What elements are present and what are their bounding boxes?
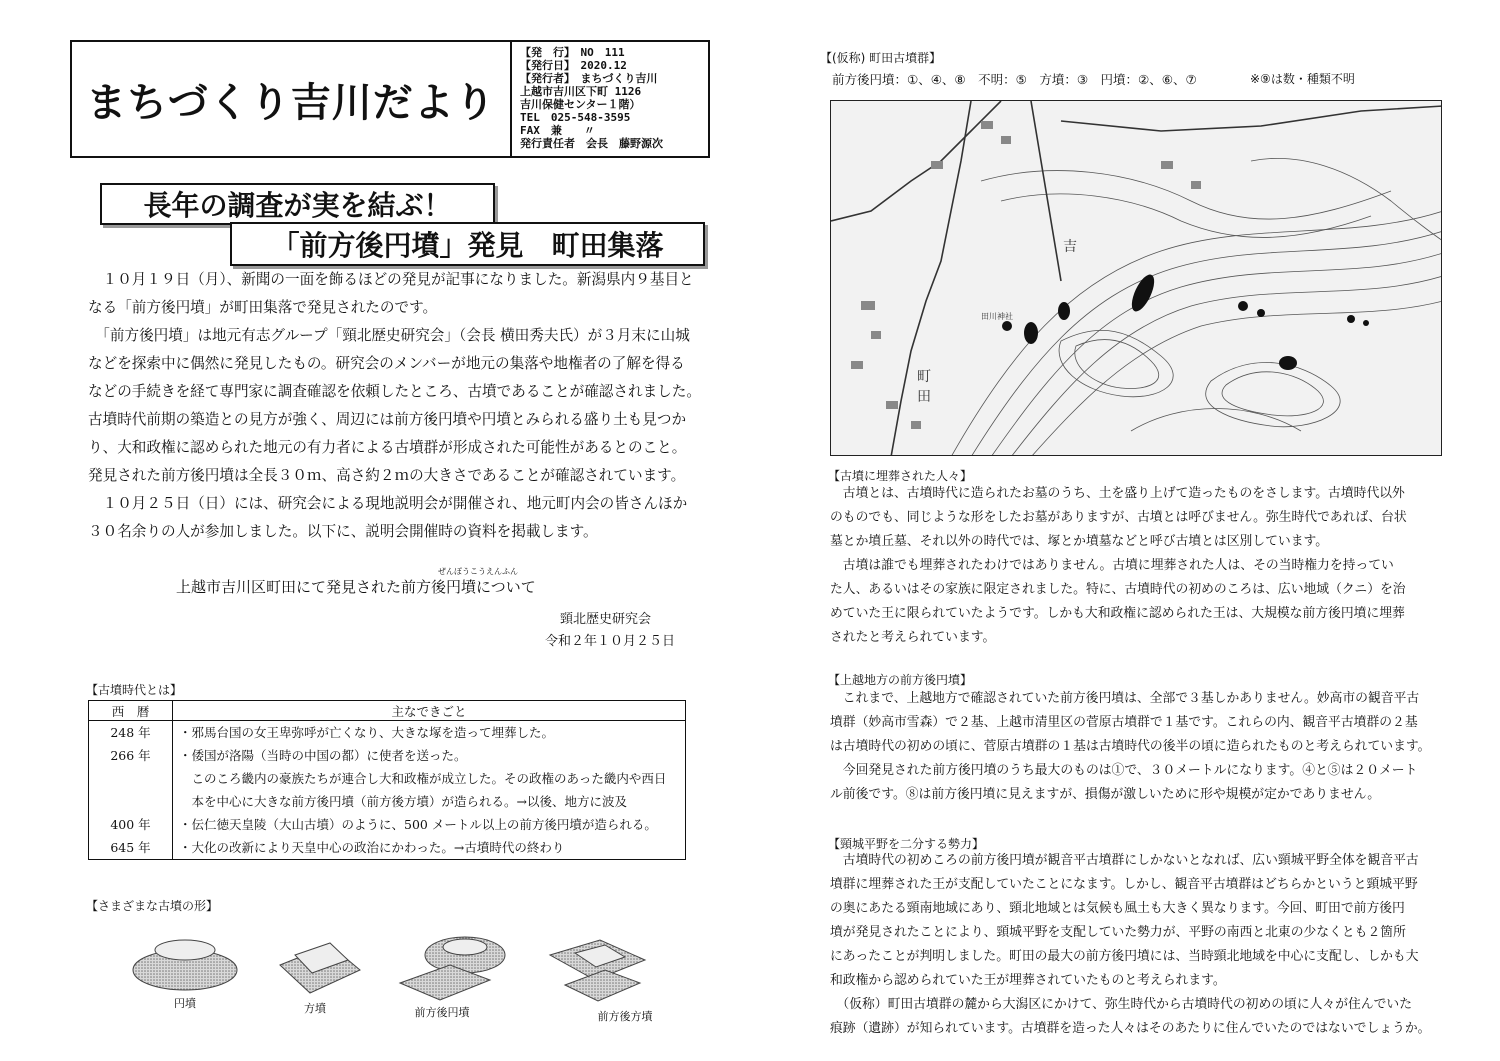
shape-label: 円墳 [174,997,196,1010]
map-place-label: 町 [917,369,931,385]
paragraph-line: 和政権から認められていた王が埋葬されていたものと考えられます。 [830,973,1226,988]
paragraph-line: り、大和政権に認められた地元の有力者による古墳群が形成された可能性があるとのこと。 [88,439,687,456]
paragraph-line: なる「前方後円墳」が町田集落で発見されたのです。 [88,299,438,316]
map-legend: 前方後円墳：①、④、⑧ 不明：⑤ 方墳：③ 円墳：②、⑥、⑦ [832,72,1197,87]
report-date: 令和２年１０月２５日 [545,634,676,649]
headline-primary: 長年の調査が実を結ぶ！ [100,183,495,225]
address-line: 吉川保健センター１階） [520,98,641,111]
fax-line: FAX 兼 〃 [520,124,595,137]
year-cell [89,790,173,813]
section-label: 【古墳に埋葬された人々】 [828,469,973,483]
issue-line: 【発 行】 NO 111 [520,46,625,59]
era-table [88,700,686,860]
paragraph-line: されたと考えられています。 [830,630,996,645]
date-line: 【発行日】 2020.12 [520,59,627,72]
year-cell: 400 年 [89,813,173,836]
paragraph-line: 今回発見された前方後円墳のうち最大のものは①で、３０メートルになります。④と⑤は２０メート [830,763,1418,778]
paragraph-line: １０月１９日（月）、新聞の一面を飾るほどの発見が記事になりました。新潟県内９基目と [88,271,694,288]
report-title-ruby: ぜんぽうこうえんふん [438,567,518,576]
paragraph-line: １０月２５日（日）には、研究会による現地説明会が開催され、地元町内会の皆さんほか [88,495,688,512]
right-section-body [830,687,1430,807]
year-cell: 248 年 [89,721,173,745]
paragraph-line: 墳が発見されたことにより、頸城平野を支配していた勢力が、平野の南西と北東の少なくとも２箇所 [830,925,1406,940]
era-section-label: 【古墳時代とは】 [86,683,183,697]
map-place-label: 田 [917,389,931,405]
shape-label: 方墳 [304,1002,326,1015]
round-kofun-drawing [133,940,237,990]
intro-article [88,266,708,546]
square-kofun-drawing [280,943,360,993]
paragraph-line: 墓とか墳丘墓、それ以外の時代では、塚とか墳墓などと呼び古墳とは区別しています。 [830,534,1329,549]
paragraph-line: などを探索中に偶然に発見したもの。研究会のメンバーが地元の集落や地権者の了解を得る [88,355,685,372]
paragraph-line: にあったことが判明しました。町田の最大の前方後円墳には、当時頸北地域を中心に支配し、しかも大 [830,949,1419,964]
year-cell: 266 年 [89,744,173,767]
right-section-body [830,849,1430,1041]
paragraph-line: のものでも、同じような形をしたお墓がありますが、古墳とは呼びません。弥生時代であれば、台状 [830,510,1407,525]
paragraph-line: は古墳時代の初めの頃に、菅原古墳群の１基は古墳時代の後半の頃に造られたものと考えられています。 [830,739,1431,754]
event-cell: ・倭国が洛陽（当時の中国の都）に使者を送った。 [173,744,686,767]
square-keyhole-kofun-drawing [550,940,645,1001]
headline-secondary: 「前方後円墳」発見 町田集落 [230,222,705,266]
map-section-label: 【(仮称) 町田古墳群】 [820,51,942,65]
kofun-topographic-map [830,100,1442,456]
responsible-line: 発行責任者 会長 藤野源次 [520,137,663,150]
table-header-year: 西 暦 [89,701,173,721]
event-cell: ・伝仁徳天皇陵（大山古墳）のように、500 メートル以上の前方後円墳が造られる。 [173,813,686,836]
masthead [70,40,710,158]
publisher-line: 【発行者】 まちづくり吉川 [520,72,658,85]
newsletter-title: まちづくり吉川だより [72,42,512,156]
contour-map-svg [831,101,1442,456]
paragraph-line: 古墳時代の初めころの前方後円墳が観音平古墳群にしかないとなれば、広い頸城平野全体を観音平古 [830,853,1419,868]
tel-line: TEL 025-548-3595 [520,111,631,124]
table-row [89,813,686,836]
paragraph-line: （仮称）町田古墳群の麓から大潟区にかけて、弥生時代から古墳時代の初めの頃に人々が住んでいた [830,997,1413,1012]
paragraph-line: などの手続きを経て専門家に調査確認を依頼したところ、古墳であることが確認されました。 [88,383,701,400]
paragraph-line: めていた王に限られていたようです。しかも大和政権に認められた王は、大規模な前方後円墳に埋葬 [830,606,1405,621]
paragraph-line: 墳群に埋葬された王が支配していたことになます。しかし、観音平古墳群はどちらかというと頸城平野 [830,877,1418,892]
paragraph-line: これまで、上越地方で確認されていた前方後円墳は、全部で３基しかありません。妙高市の観音平古 [830,691,1420,706]
year-cell: 645 年 [89,836,173,860]
table-row [89,767,686,790]
keyhole-kofun-drawing [400,937,505,1000]
event-cell: このころ畿内の豪族たちが連合し大和政権が成立した。その政権のあった畿内や西日 [173,767,686,790]
paragraph-line: 発見された前方後円墳は全長３０ｍ、高さ約２ｍの大きさであることが確認されています。 [88,467,686,484]
paragraph-line: ３０名余りの人が参加しました。以下に、説明会開催時の資料を掲載します。 [88,523,598,540]
paragraph-line: 古墳時代前期の築造との見方が強く、周辺には前方後円墳や円墳とみられる盛り土も見つか [88,411,687,428]
table-row [89,744,686,767]
report-org: 頸北歴史研究会 [560,612,652,627]
shape-label: 前方後円墳 [414,1006,470,1019]
right-section-body [830,482,1407,650]
paragraph-line: ル前後です。⑧は前方後円墳に見えますが、損傷が激しいために形や規模が定かでありません。 [830,787,1381,802]
map-shrine-label: 田川神社 [981,312,1013,321]
address-line: 上越市吉川区下町 1126 [520,85,642,98]
table-row [89,790,686,813]
shape-label: 前方後方墳 [597,1010,653,1023]
paragraph-line: 痕跡（遺跡）が知られています。古墳群を造った人々はそのあたりに住んでいたのではないでしょうか。 [830,1021,1431,1036]
map-place-label: 吉 [1063,239,1077,255]
paragraph-line: 「前方後円墳」は地元有志グループ「頸北歴史研究会」（会長 横田秀夫氏）が３月末に山城 [88,327,690,344]
event-cell: 本を中心に大きな前方後円墳（前方後方墳）が造られる。→以後、地方に波及 [173,790,686,813]
section-label: 【頸城平野を二分する勢力】 [828,837,985,851]
paragraph-line: 墳群（妙高市雪森）で２基、上越市清里区の菅原古墳群で１基です。これらの内、観音平古墳群の２基 [830,715,1418,730]
paragraph-line: の奥にあたる頸南地域にあり、頸北地域とは気候も風土も大きく異なります。今回、町田で前方後円 [830,901,1405,916]
paragraph-line: 古墳は誰でも埋葬されたわけではありません。古墳に埋葬された人は、その当時権力を持ってい [830,558,1394,573]
event-cell: ・邪馬台国の女王卑弥呼が亡くなり、大きな塚を造って埋葬した。 [173,721,686,745]
report-title: 上越市吉川区町田にて発見された前方後円墳について [176,578,536,596]
year-cell [89,767,173,790]
event-cell: ・大化の改新により天皇中心の政治にかわった。→古墳時代の終わり [173,836,686,860]
publication-info [512,42,708,156]
map-note: ※⑨は数・種類不明 [1250,72,1355,86]
section-label: 【上越地方の前方後円墳】 [828,673,973,687]
shapes-section-label: 【さまざまな古墳の形】 [86,899,219,913]
table-header-event: 主なできごと [173,701,686,721]
kofun-shapes-illustration [120,925,700,1005]
paragraph-line: 古墳とは、古墳時代に造られたお墓のうち、土を盛り上げて造ったものをさします。古墳時代以外 [830,486,1405,501]
paragraph-line: た人、あるいはその家族に限定されました。特に、古墳時代の初めのころは、広い地域（クニ）を治 [830,582,1406,597]
table-row [89,721,686,745]
table-row [89,836,686,860]
